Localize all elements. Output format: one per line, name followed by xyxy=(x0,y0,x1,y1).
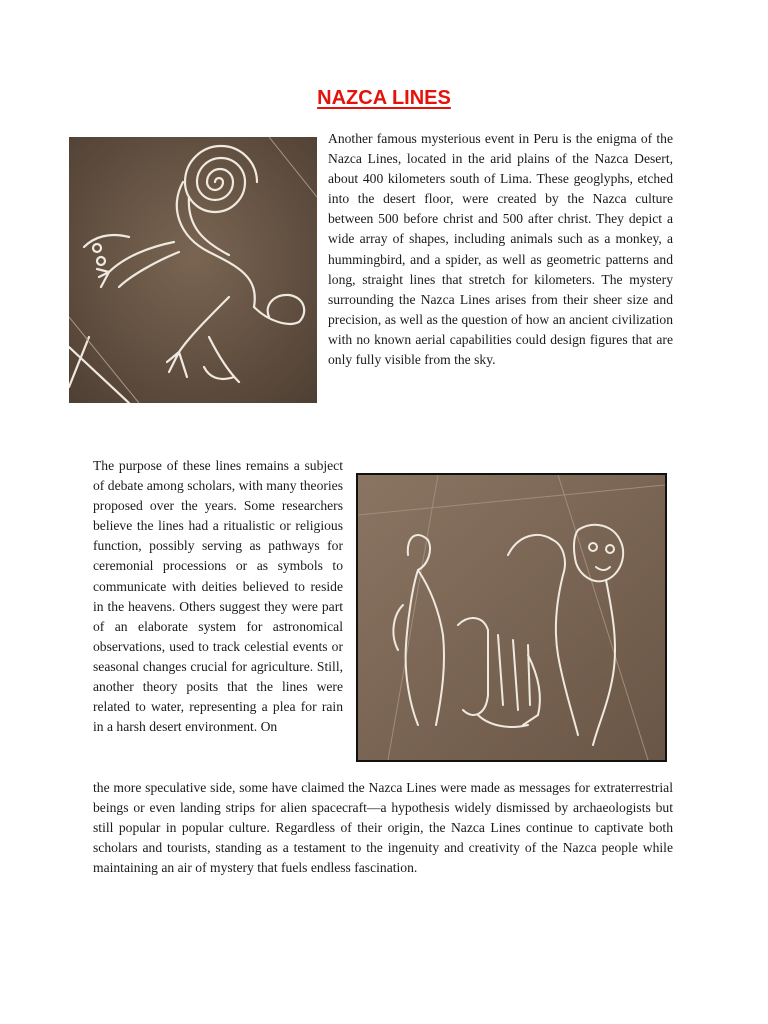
speculative-paragraph: the more speculative side, some have claimed the Nazca Lines were made as messages for extraterrestrial beings or even landing strips for alien spacecraft—a hypothesis widely dismissed by archaeologists but still popular in popular culture. Regardless of their origin, the Nazca Lines continue to captivate both scholars and tourists, standing as a testament to the ingenuity and creativity of the Nazca people while maintaining an air of mystery that fuels endless fascination. xyxy=(93,780,673,876)
monkey-geoglyph-image xyxy=(69,137,317,403)
intro-paragraph: Another famous mysterious event in Peru is the enigma of the Nazca Lines, located in the arid plains of the Nazca Desert, about 400 kilometers south of Lima. These geoglyphs, etched into the desert floor, were created by the Nazca culture between 500 before christ and 500 after christ. They depict a wide array of shapes, including animals such as a monkey, a hummingbird, and a spider, as well as geometric patterns and long, straight lines that stretch for kilometers. The mystery surrounding the Nazca Lines arises from their sheer size and precision, as well as the question of how an ancient civilization with no known aerial capabilities could design figures that are only fully visible from the sky. xyxy=(328,131,673,368)
figures-geoglyph-image xyxy=(356,473,667,762)
purpose-paragraph: The purpose of these lines remains a subject of debate among scholars, with many theories proposed over the years. Some researchers believe the lines had a ritualistic or religious function, possibly serving as pathways for ceremonial processions or as symbols to communicate with deities believed to reside in the heavens. Others suggest they were part of an elaborate system for astronomical observations, used to track celestial events or seasonal changes crucial for agriculture. Still, another theory posits that the lines were related to water, representing a plea for rain in a harsh desert environment. On xyxy=(93,458,343,735)
page-title: NAZCA LINES xyxy=(317,87,451,109)
